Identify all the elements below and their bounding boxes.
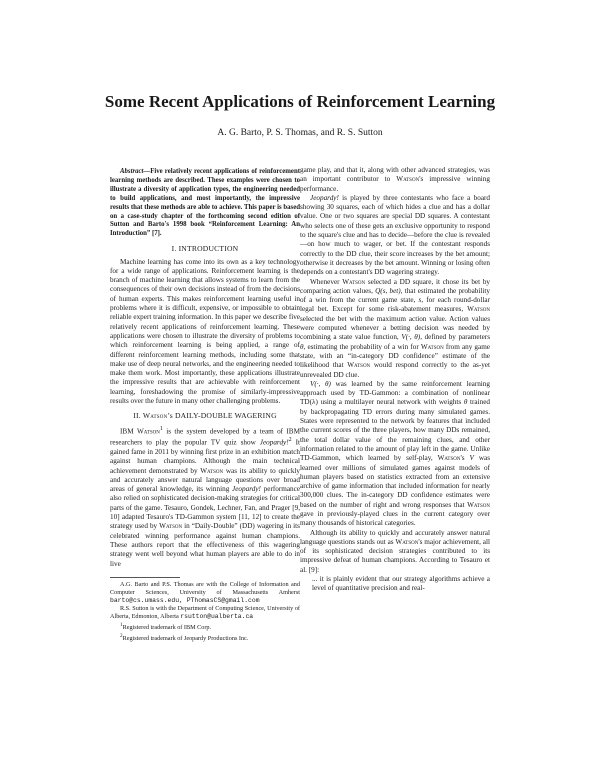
watson-term: Watson (467, 500, 490, 509)
text-run: gave in previously-played clues in the current category over many thousands of historical categories. (300, 509, 490, 528)
text-run: would respond correctly to the as-yet unrevealed DD clue. (300, 361, 490, 379)
text-run: game play, and that it, along with other advanced strategies, was an important contributor to (300, 166, 490, 184)
text-run: , that estimated the probability of a win from the current game state, (300, 286, 490, 305)
affiliation-text: A.G. Barto and P.S. Thomas are with the College of Information and Computer Sciences, University of Massachusetts Amherst (110, 580, 300, 596)
watson-term: Watson (136, 426, 160, 435)
text-run: from any game state, with an “in-category DD confidence” estimate of the likelihood that (300, 342, 491, 370)
learning-paragraph (300, 380, 490, 529)
paper-authors: A. G. Barto, P. S. Thomas, and R. S. Sutton (217, 128, 383, 138)
conclusion-paragraph (300, 529, 490, 575)
affiliation-1 (110, 581, 300, 605)
text-run: selected the bet with the maximum action value. Action values were computed whenever a betting decision was needed by combining a state value function, (300, 314, 490, 342)
text-run: trained by backpropagating TD errors during many simulated games. States were represented to the network by features that included the current scores of the three players, how many DDs remained, the total dollar value of the remaining clues, and other information related to the amount of play left in the game. Unlike TD-Gammon, which learned by self-play, (300, 398, 490, 463)
author-email[interactable]: rsutton@ualberta.ca (180, 612, 254, 620)
footnote-text: Registered trademark of IBM Corp. (122, 623, 212, 631)
math-s: s (418, 296, 422, 305)
text-run: Whenever (310, 277, 343, 286)
abstract (110, 168, 300, 239)
math-q: Q(s, bet) (375, 286, 401, 295)
right-column (300, 166, 490, 594)
watson-term: Watson (437, 454, 461, 463)
math-v: V (469, 454, 474, 463)
jeopardy-term: Jeopardy! (259, 438, 289, 447)
text-run: selected a DD square, it chose its bet by comparing action values, (300, 277, 491, 295)
text-run: , estimating the probability of a win for (303, 342, 421, 351)
watson-term: Watson (159, 522, 183, 531)
text-run: was learned over millions of simulated games against models of human players based on statistics extracted from an extensive archive of game information that included information for nearly 300,000 clues. The in-category DD confidence estimates were based on the number of right and wrong responses that (300, 454, 490, 509)
section-2-number: II. (133, 411, 141, 421)
footnote-text: Registered trademark of Jeopardy Productions Inc. (122, 634, 249, 642)
watson-term: Watson (200, 466, 224, 475)
block-quote: ... it is plainly evident that our strategy algorithms achieve a level of quantitative precision and real- (312, 575, 490, 593)
section-2-heading (110, 411, 300, 420)
text-run: 's impressive winning performance. (300, 175, 490, 193)
affiliation-2 (110, 605, 300, 621)
footnote-rule (110, 577, 180, 578)
paper-title: Some Recent Applications of Reinforcement Learning (104, 92, 496, 111)
watson-term: Watson (342, 277, 366, 286)
footnote-2 (110, 632, 300, 643)
watson-term: Watson (396, 175, 420, 184)
jeopardy-term: Jeopardy! (310, 193, 339, 202)
footnote-number: 2 (120, 632, 123, 639)
intro-paragraph: Machine learning has come into its own as a key technology for a wide range of applications. Reinforcement learning is the branch of machine learning that allows systems to learn from the consequences of their own decisions instead of from the decisions of human experts. This makes reinforcement learning useful in problems where it is difficult, expensive, or impossible to obtain reliable expert training information. In this paper we describe five relatively recent applications of reinforcement learning. These applications were chosen to illustrate the diversity of problems to which reinforcement learning is being applied, a range of different reinforcement learning methods, including some that make use of deep neural networks, and the engineering needed to make them work. Most importantly, these applications illustrate the impressive results that are achievable with reinforcement learning, foreshadowing the promise of similarly-impressive results over the future in many other challenging problems. (110, 257, 300, 405)
watson-term: Watson (467, 305, 490, 314)
jeopardy-term: Jeopardy! (232, 485, 261, 494)
section-2-watson: Watson (142, 411, 168, 421)
watson-term: Watson (395, 537, 419, 546)
abstract-text: Five relatively recent applications of reinforcement learning methods are described. These examples were chosen to illustrate a diversity of application types, the engineering needed to build applications, and most importantly, the impressive results that these methods are able to achieve. This paper is based on a case-study chapter of the forthcoming second edition of Sutton and Barto's 1998 book “Reinforcement Learning: An Introduction” [7]. (110, 168, 300, 238)
text-run: 's (460, 454, 470, 463)
text-run: 's major achievement, all of its sophisticated decision strategies contributed to its impressive defeat of human champions. According to Tesauro et al. [9]: (300, 537, 490, 574)
watson-term: Watson (420, 342, 444, 351)
text-run: is the system developed by a team of IBM researchers to play the popular TV quiz show (110, 426, 300, 447)
footnote-marker-1: 1 (159, 425, 163, 432)
text-run: IBM (120, 426, 134, 435)
text-run: was its ability to quickly and accurately answer natural language questions over broad areas of general knowledge, its winning (110, 466, 300, 494)
abstract-dash: — (143, 168, 151, 175)
text-run: performance also relied on sophisticated decision-making strategies for critical parts of the game. Tesauro, Gondek, Lechner, Fan, and Prager [9, 10] adapted Tesauro's TD-Gammon system [11, 12] to create the strategy used by (110, 485, 300, 531)
footnote-number: 1 (120, 621, 123, 628)
footnote-1 (110, 621, 300, 632)
math-theta: θ (463, 398, 468, 407)
section-1-heading: I. INTRODUCTION (171, 244, 239, 254)
math-v: V(·, θ) (310, 379, 331, 388)
abstract-lead: Abstract (120, 168, 144, 175)
action-values-paragraph (300, 278, 490, 380)
footnote-marker-2: 2 (288, 437, 292, 444)
text-run: It gained fame in 2011 by winning first prize in an exhibition match against human champions. Although the main technical achievement demonstrated by (110, 438, 300, 475)
continued-paragraph (300, 166, 490, 194)
text-run: in “Daily-Double” (DD) wagering in its celebrated winning performance against human champions. These authors report that the effectiveness of this wagering strategy went well beyond what human players are able to do in live (110, 522, 300, 568)
watson-term: Watson (347, 361, 371, 370)
watson-paragraph (110, 425, 300, 569)
left-column (110, 168, 300, 643)
text-run: was learned by the same reinforcement learning approach used by TD-Gammon: a combination of nonlinear TD(λ) using a multilayer neural network with weights (300, 379, 490, 407)
math-theta: θ (300, 342, 304, 351)
author-emails[interactable]: barto@cs.umass.edu, PThomasCS@gmail.com (110, 596, 260, 604)
text-run: , for each round-dollar legal bet. Except for some risk-abatement measures, (300, 296, 490, 314)
text-run: is played by three contestants who face a board showing 30 squares, each of which hides a clue and has a dollar value. One or two squares are special DD squares. A contestant who selects one of these gets an exclusive opportunity to respond to the square's clue and has to decide—before the clue is revealed—on how much to wager, or bet. If the contestant responds correctly to the DD clue, their score increases by the bet amount; otherwise it decreases by the bet amount. Winning or losing often depends on a contestant's DD wagering strategy. (300, 193, 490, 277)
affiliation-text: R.S. Sutton is with the Department of Computing Science, University of Alberta, Edmonton, Alberta (110, 604, 300, 620)
text-run: Although its ability to quickly and accurately answer natural language questions stands out as (300, 528, 490, 546)
math-v: V(·, θ) (401, 333, 421, 342)
text-run: , defined by parameters (420, 333, 490, 342)
section-2-rest: ’s DAILY-DOUBLE WAGERING (167, 411, 277, 421)
jeopardy-rules-paragraph (300, 194, 490, 278)
